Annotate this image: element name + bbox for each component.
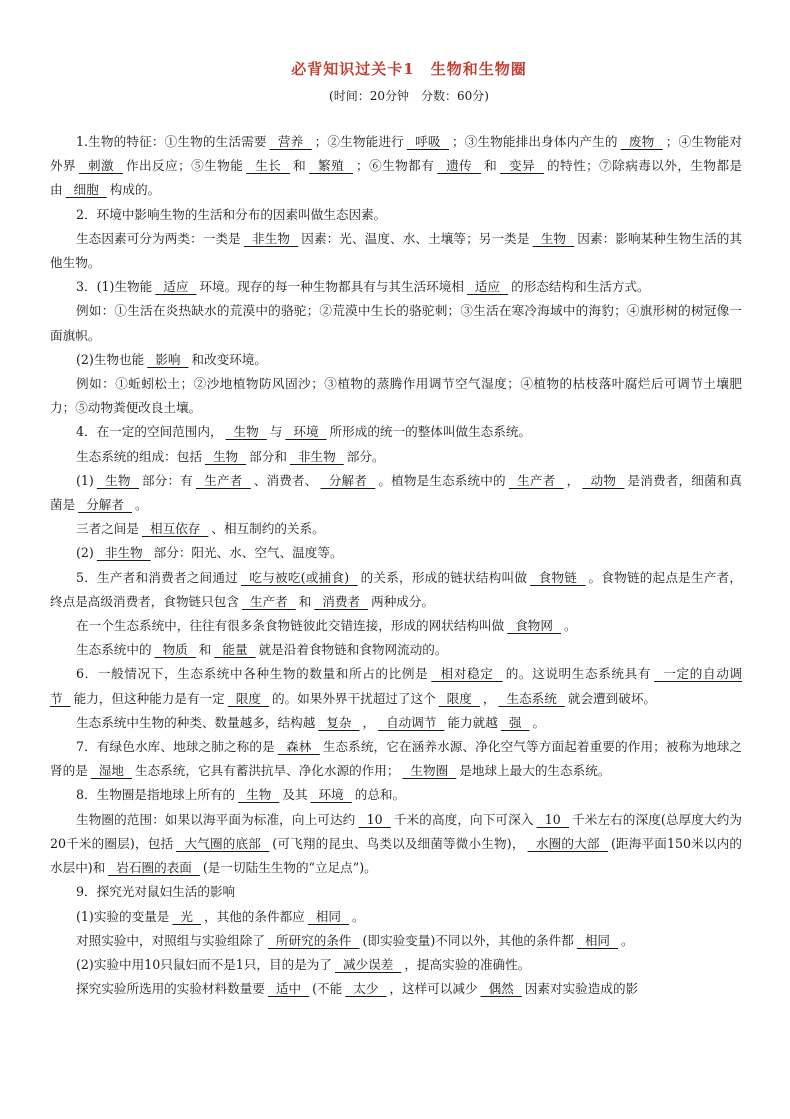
text-run: 两种成分。 [371,593,435,609]
text-run: 7．有绿色水库、地球之肺之称的是 [76,739,275,755]
answer-blank: 适中 [267,981,310,997]
text-run: 因素：影响某种生物生活的其他生物。 [50,230,743,271]
answer-blank: 分解者 [78,497,132,513]
paragraph [50,905,742,929]
text-run: ；②生物能进行 [314,134,404,149]
text-run: 构成的。 [109,182,161,198]
answer-blank: 大气圈的底部 [176,835,270,851]
paragraph [50,614,742,638]
text-run: 。 [621,932,634,948]
answer-blank: 适应 [466,279,509,295]
text-run: 对照实验中，对照组与实验组除了 [76,932,265,948]
paragraph [50,541,742,565]
text-run: ， [566,472,580,488]
answer-blank: 分解者 [320,472,376,488]
paragraph [50,445,742,469]
answer-blank: 生物 [225,424,267,440]
text-run: 及其 [282,787,308,803]
text-run: 6．一般情况下，生态系统中各种生物的数量和所占的比例是 [76,666,429,682]
answer-blank: 自动调节 [378,714,445,730]
text-run: (2)实验中用10只鼠妇而不是1只，目的是为了 [76,956,332,972]
text-run: 的形态结构和生活方式。 [511,279,650,295]
answer-blank: 非生物 [96,545,151,561]
paragraph [50,929,742,953]
text-run: 因素：光、温度、水、土壤等；另一类是 [301,230,530,246]
answer-blank: 生长 [246,158,291,174]
paragraph [50,662,742,710]
paragraph [50,638,742,662]
answer-blank: 消费者 [314,593,369,609]
text-run: 部分：有 [141,472,193,488]
text-run: 与 [269,424,283,440]
text-run: (距海平面150米以内的水层中)和 [50,835,742,876]
text-run: 部分。 [346,448,385,464]
answer-blank: 限度 [438,690,480,706]
text-run: 和 [484,158,498,174]
text-run: ；④生物能对外界 [50,134,743,174]
answer-blank: 一定的自动调节 [50,666,743,706]
answer-blank: 废物 [620,134,663,149]
text-run: 是消费者，细菌和真菌是 [50,472,743,513]
text-run: 1.生物的特征：①生物的生活需要 [76,134,267,149]
paragraph [50,880,742,904]
text-run: 。植物是生态系统中的 [378,472,506,488]
text-run: 4．在一定的空间范围内， [76,424,223,440]
text-run: ， [362,714,376,730]
text-run: 的总和。 [354,787,406,803]
text-run: 、相互制约的关系。 [211,521,325,537]
paragraph [50,953,742,977]
text-run: (2) [76,545,94,561]
text-run: 和 [298,593,312,609]
text-run: 千米的高度，向下可深入 [393,811,534,827]
paragraph [50,348,742,372]
paragraph [50,130,742,203]
text-run: 生态系统，它具有蓄洪抗旱、净化水源的作用； [134,763,400,779]
answer-blank: 强 [500,714,530,730]
text-run: (可飞翔的昆虫、鸟类以及细菌等微小生物)， [272,835,525,851]
text-run: 生物圈的范围：如果以海平面为标准，向上可达约 [76,811,356,827]
text-run: 。 [563,618,577,634]
text-run: 。食物链的起点是生产者，终点是高级消费者，食物链只包含 [50,569,743,609]
text-run: 、消费者、 [253,472,318,488]
text-run: 探究实验所选用的实验材料数量要 [76,981,265,997]
text-run: 能力，但这种能力是有一定 [73,690,225,706]
answer-blank: 营养 [269,134,312,149]
answer-blank: 湿地 [90,763,132,779]
text-run: 能力就越 [447,714,498,730]
answer-blank: 水圈的大部 [527,835,608,851]
paragraph [50,469,742,517]
text-run: (2)生物也能 [76,351,145,367]
text-run: (1)实验的变量是 [76,908,170,924]
answer-blank: 细胞 [65,182,107,198]
text-run: 在一个生态系统中，往往有很多条食物链彼此交错连接，形成的网状结构叫做 [76,618,505,634]
answer-blank: 生物 [532,230,575,246]
paragraph [50,372,742,420]
text-run: 就会遭到破坏。 [567,690,656,706]
answer-blank: 刺激 [79,158,123,174]
answer-blank: 森林 [277,739,320,755]
answer-blank: 非生物 [289,448,344,464]
text-run: (是一切陆生生物的“立足点”)。 [202,860,377,876]
answer-blank: 太少 [345,981,387,997]
text-run: 是地球上最大的生态系统。 [459,763,611,779]
text-run: 的。如果外界干扰超过了这个 [271,690,436,706]
text-run: (即实验变量)不同以外，其他的条件都 [362,932,574,948]
answer-blank: 变异 [500,158,545,174]
text-run: 例如：①蚯蚓松土；②沙地植物防风固沙；③植物的蒸腾作用调节空气湿度；④植物的枯枝落叶腐烂后可调节土壤肥力；⑤动物粪便改良土壤。 [50,376,742,416]
paragraph [50,977,742,1001]
answer-blank: 环境 [285,424,327,440]
text-run: 因素对实验造成的影 [524,981,639,997]
text-run: 生态系统中的 [76,642,152,658]
paragraph [50,735,742,783]
text-run: 和改变环境。 [191,351,267,367]
answer-blank: 影响 [147,351,189,367]
answer-blank: 相同 [307,908,349,924]
answer-blank: 食物链 [530,569,586,585]
text-run: 三者之间是 [76,521,139,537]
text-run: (不能 [312,981,343,997]
answer-blank: 呼吸 [406,134,449,149]
text-run: 。 [351,908,365,924]
document-body [50,130,743,1001]
answer-blank: 10 [358,811,391,827]
text-run: 的特性；⑦除病毒以外，生物都是由 [50,158,743,198]
answer-blank: 环境 [310,787,352,803]
answer-blank: 减少误差 [334,956,402,972]
answer-blank: 物质 [154,642,196,658]
paragraph [50,275,742,299]
text-run: 部分和 [249,448,287,464]
text-run: 作出反应；⑤生物能 [125,158,244,174]
answer-blank: 动物 [582,472,625,488]
text-run: 8．生物圈是指地球上所有的 [76,787,236,803]
answer-blank: 生产者 [508,472,564,488]
answer-blank: 复杂 [318,714,360,730]
page-title: 必背知识过关卡1 生物和生物圈 [291,60,527,78]
text-run: 例如：①生活在炎热缺水的荒漠中的骆驼；②荒漠中生长的骆驼刺；③生活在寒冷海域中的海豹；④旗形树的树冠像一面旗帜。 [50,303,742,343]
text-run: ，这样可以减少 [389,981,478,997]
answer-blank: 生物圈 [402,763,457,779]
text-run: 生态因素可分为两类：一类是 [76,230,241,246]
answer-blank: 所研究的条件 [267,932,360,948]
answer-blank: 光 [172,908,202,924]
answer-blank: 生产者 [195,472,251,488]
paragraph [50,808,742,881]
text-run: 9．探究光对鼠妇生活的影响 [76,884,236,900]
answer-blank: 相对稳定 [431,666,503,682]
text-run: 2．环境中影响生物的生活和分布的因素叫做生态因素。 [76,206,387,222]
answer-blank: 10 [536,811,569,827]
text-run: (1) [76,472,94,488]
text-run: 所形成的统一的整体叫做生态系统。 [329,424,532,440]
text-run: 。 [134,497,148,513]
text-run: 的关系，形成的链状结构叫做 [360,569,528,585]
answer-blank: 偶然 [480,981,522,997]
answer-blank: 生物 [238,787,280,803]
answer-blank: 限度 [227,690,269,706]
text-run: 。 [532,714,546,730]
answer-blank: 相互依存 [141,521,209,537]
text-run: 和 [198,642,212,658]
text-run: ；⑥生物都有 [356,158,435,174]
text-run: 千米左右的深度(总厚度大约为20千米的圈层)，包括 [50,811,742,851]
text-run: 部分：阳光、水、空气、温度等。 [153,545,343,561]
answer-blank: 食物网 [507,618,561,634]
page-subtitle: (时间：20分钟 分数：60分) [329,89,489,103]
paragraph [50,227,742,275]
answer-blank: 岩石圈的表面 [108,860,200,876]
answer-blank: 生产者 [241,593,296,609]
text-run: 的。这说明生态系统具有 [505,666,652,682]
text-run: 生态系统的组成：包括 [76,448,202,464]
answer-blank: 吃与被吃(或捕食) [240,569,358,585]
text-run: ；③生物能排出身体内产生的 [451,134,618,149]
text-run: 就是沿着食物链和食物网流动的。 [258,642,448,658]
text-run: ，提高实验的准确性。 [404,956,531,972]
paragraph [50,566,742,614]
answer-blank: 生物 [96,472,139,488]
text-run: 和 [293,158,307,174]
answer-blank: 遗传 [437,158,482,174]
answer-blank: 适应 [155,279,197,295]
paragraph [50,420,742,444]
paragraph [50,203,742,227]
paragraph [50,299,742,347]
text-run: 生态系统，它在涵养水源、净化空气等方面起着重要的作用；被称为地球之肾的是 [50,739,743,779]
text-run: ，其他的条件都应 [204,908,305,924]
text-run: ， [482,690,496,706]
answer-blank: 生物 [204,448,247,464]
answer-blank: 相同 [576,932,619,948]
answer-blank: 繁殖 [309,158,354,174]
paragraph [50,711,742,735]
text-run: 3．(1)生物能 [76,279,153,295]
paragraph [50,783,742,807]
text-run: 环境。现存的每一种生物都具有与其生活环境相 [199,279,464,295]
paragraph [50,517,742,541]
answer-blank: 能量 [214,642,256,658]
answer-blank: 非生物 [243,230,299,246]
text-run: 生态系统中生物的种类、数量越多，结构越 [76,714,316,730]
answer-blank: 生态系统 [498,690,565,706]
text-run: 5．生产者和消费者之间通过 [76,569,238,585]
